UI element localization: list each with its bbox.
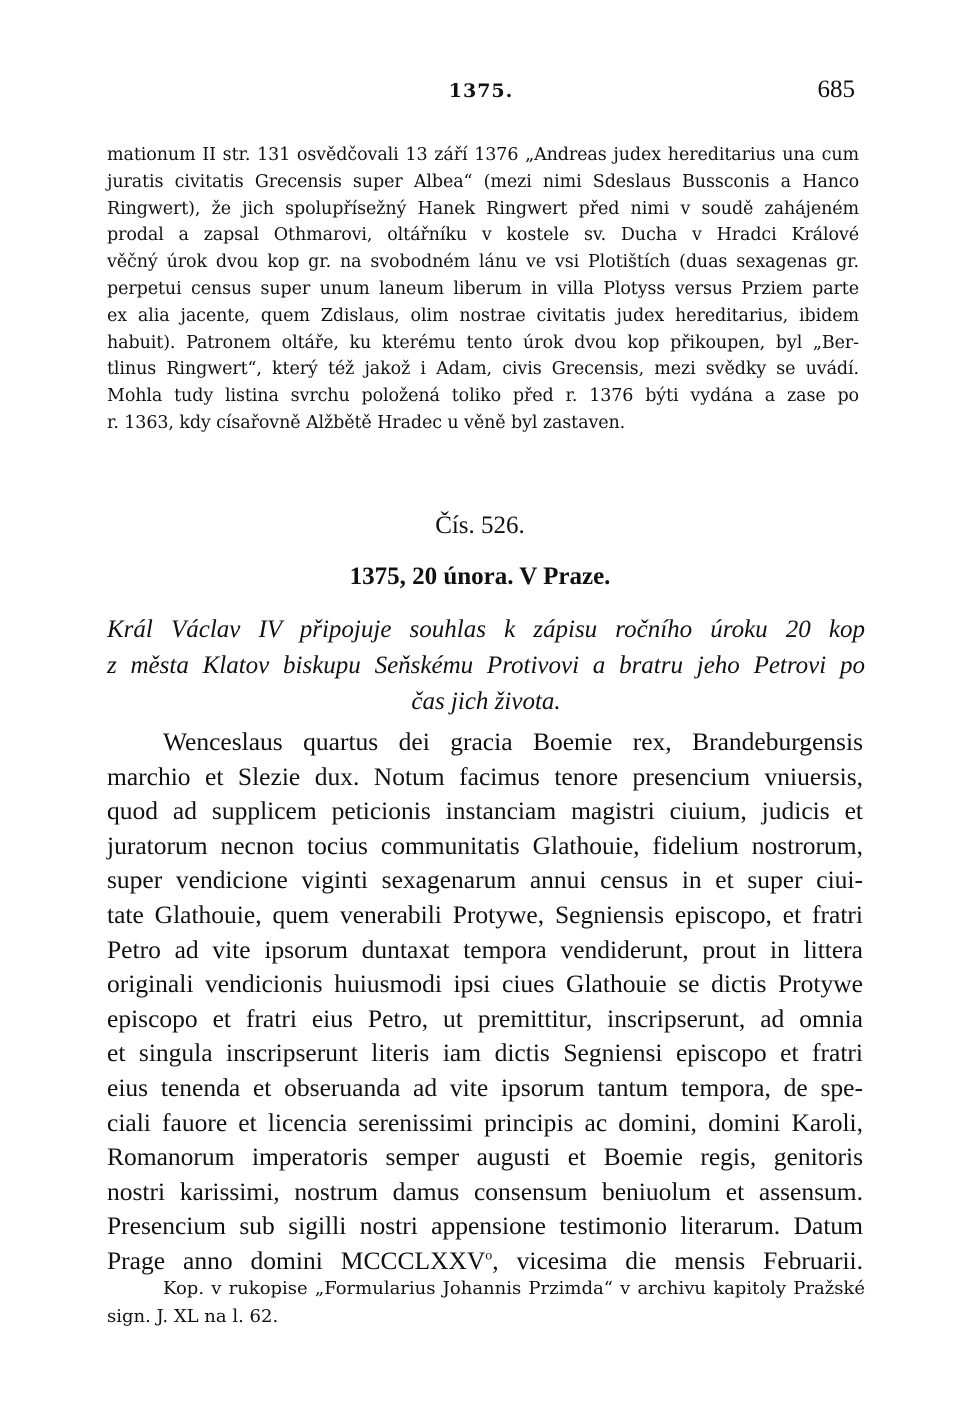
running-head xyxy=(107,76,855,106)
note-line: mationum II str. 131 osvědčovali 13 září 1376 „Andreas judex hereditarius una cum xyxy=(107,145,859,165)
charter-line: eius tenenda et obseruanda ad vite ipsorum tantum tempora, de spe- xyxy=(107,1072,863,1102)
document-date-heading: 1375, 20 února. V Praze. xyxy=(349,563,611,590)
charter-line-last xyxy=(107,1244,863,1279)
charter-line: nostri karissimi, nostrum damus consensum beniuolum et assensum. xyxy=(107,1176,863,1206)
note-line: juratis civitatis Grecensis super Albea“ (mezi nimi Sdeslaus Bussconis a Hanco xyxy=(107,171,859,192)
editorial-note xyxy=(107,142,859,437)
footnote-line: sign. J. XL na l. 62. xyxy=(107,1306,279,1327)
regest-line: z města Klatov biskupu Seňskému Protivovi a bratru jeho Petrovi po xyxy=(107,652,865,679)
charter-line: episcopo et fratri eius Petro, ut premittitur, inscripserunt, ad omnia xyxy=(107,1003,863,1033)
charter-line: tate Glathouie, quem venerabili Protywe, Segniensis episcopo, et fratri xyxy=(107,899,863,929)
charter-date-text-end: , vicesima die mensis Februarii. xyxy=(492,1245,863,1275)
charter-line: super vendicione viginti sexagenarum annui census in et super ciui- xyxy=(107,865,863,895)
page-number: 685 xyxy=(817,76,855,103)
charter-line: et singula inscripserunt literis iam dictis Segniensi episcopo et fratri xyxy=(107,1038,863,1068)
charter-line: Petro ad vite ipsorum duntaxat tempora vendiderunt, prout in littera xyxy=(107,934,863,964)
note-line: věčný úrok dvou kop gr. na svobodném lánu ve vsi Plotištích (duas sexagenas gr. xyxy=(107,252,859,273)
note-line: tlinus Ringwert“, který též jakož i Adam, civis Grecensis, mezi svědky se uvádí. xyxy=(107,359,859,380)
charter-line: marchio et Slezie dux. Notum facimus tenore presencium vniuersis, xyxy=(107,761,863,791)
running-head-year: 1375. xyxy=(448,80,514,102)
regest-line: čas jich života. xyxy=(411,688,561,715)
note-line: r. 1363, kdy císařovně Alžbětě Hradec u věně byl zastaven. xyxy=(107,412,626,433)
regest-line: Král Václav IV připojuje souhlas k zápisu ročního úroku 20 kop xyxy=(107,616,865,643)
note-line: prodal a zapsal Othmarovi, oltářníku v kostele sv. Ducha v Hradci Králové xyxy=(107,225,859,246)
charter-line: Romanorum imperatoris semper augusti et Boemie regis, genitoris xyxy=(107,1142,863,1172)
charter-line: juratorum necnon tocius communitatis Glathouie, fidelium nostrorum, xyxy=(107,830,863,860)
note-line: Ringwert), že jich spolupřísežný Hanek Ringwert před nimi v soudě zahájeném xyxy=(107,198,859,219)
regest-summary xyxy=(107,612,865,720)
charter-text xyxy=(107,725,863,1279)
source-footnote xyxy=(107,1275,865,1331)
charter-line: quod ad supplicem peticionis instanciam magistri ciuium, judicis et xyxy=(107,796,863,826)
footnote-line: Kop. v rukopise „Formularius Johannis Przimda“ v archivu kapitoly Pražské xyxy=(163,1278,865,1299)
charter-line: Wenceslaus quartus dei gracia Boemie rex, Brandeburgensis xyxy=(163,727,863,756)
note-line: perpetui census super unum laneum liberum in villa Plotyss versus Prziem parte xyxy=(107,278,859,299)
document-number: Čís. 526. xyxy=(435,512,525,539)
charter-line: Presencium sub sigilli nostri appensione testimonio literarum. Datum xyxy=(107,1211,863,1241)
note-line: ex alia jacente, quem Zdislaus, olim nostrae civitatis judex hereditarius, ibidem xyxy=(107,305,859,326)
degree-superscript: o xyxy=(485,1248,493,1264)
note-line: Mohla tudy listina svrchu položená toliko před r. 1376 býti vydána a zase po xyxy=(107,386,859,407)
note-line: habuit). Patronem oltáře, ku kterému tento úrok dvou kop přikoupen, byl „Ber- xyxy=(107,332,859,353)
charter-date-text: Prage anno domini MCCCLXXV xyxy=(107,1245,486,1275)
charter-line: ciali fauore et licencia serenissimi principis ac domini, domini Karoli, xyxy=(107,1107,863,1137)
charter-line: originali vendicionis huiusmodi ipsi ciues Glathouie se dictis Protywe xyxy=(107,969,863,999)
